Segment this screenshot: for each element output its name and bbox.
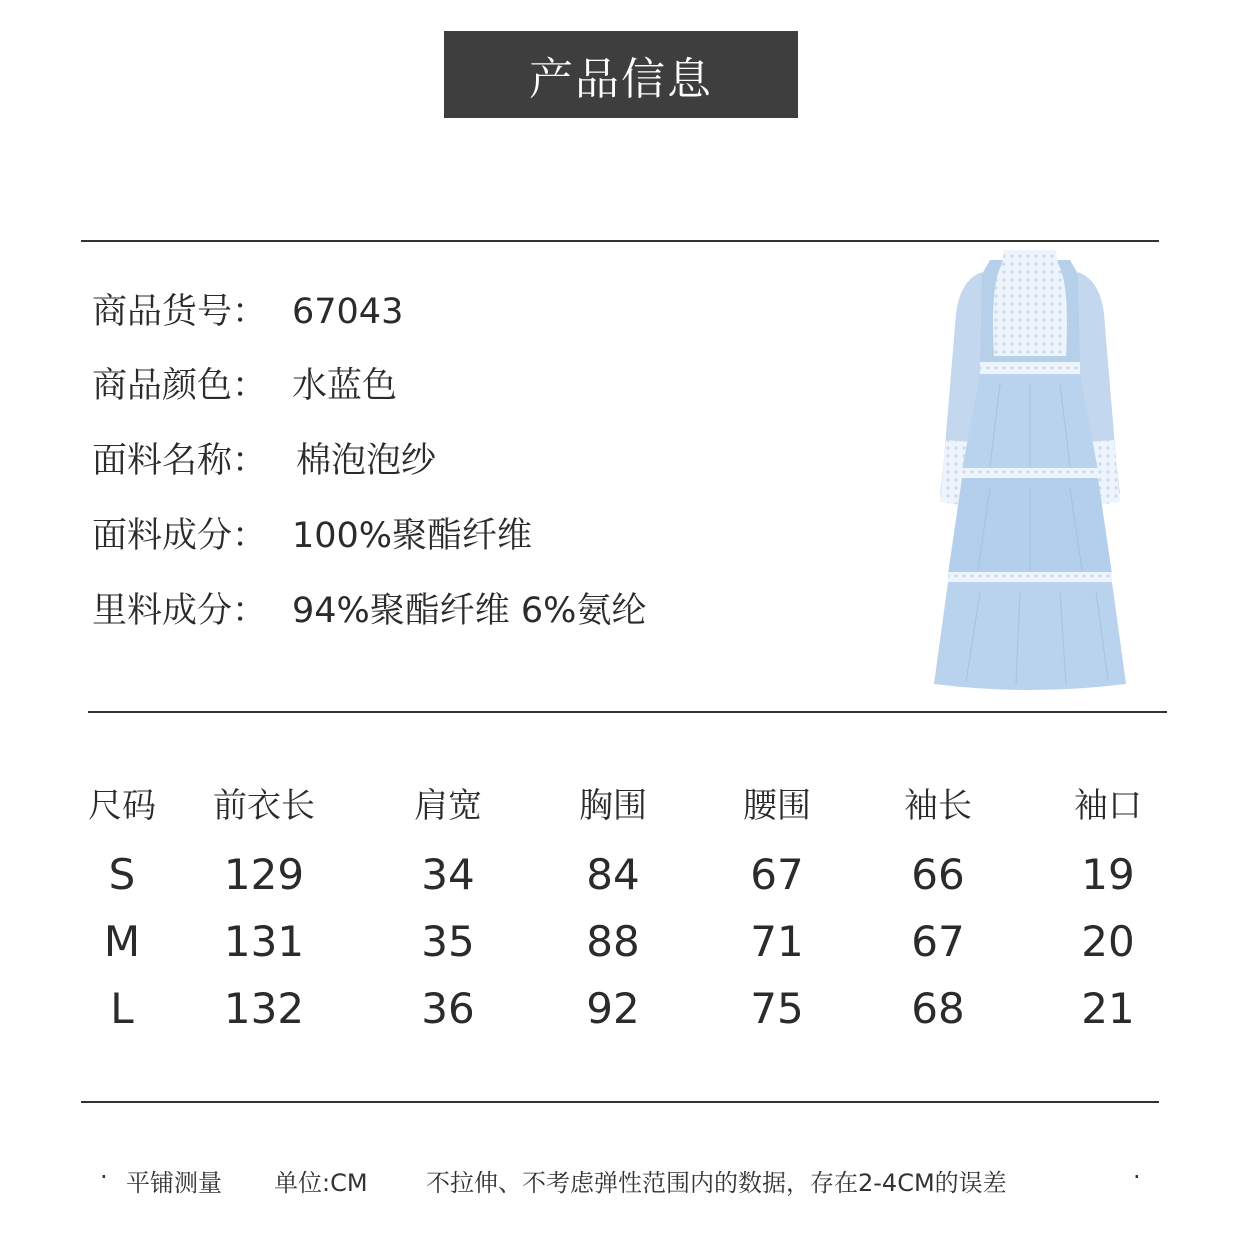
size-table-cell: 84 xyxy=(586,850,640,899)
measurement-note xyxy=(0,1163,1242,1203)
size-table-header: 胸围 xyxy=(579,786,647,826)
info-value-sku: 67043 xyxy=(292,292,404,332)
divider-middle xyxy=(88,711,1167,713)
size-table-cell: 19 xyxy=(1081,850,1135,899)
size-table-cell: 66 xyxy=(911,850,965,899)
size-table-cell: 132 xyxy=(223,984,305,1033)
size-table-cell: 88 xyxy=(586,917,640,966)
info-label-fabric-name: 面料名称： xyxy=(92,441,268,481)
size-table-cell: L xyxy=(110,984,134,1033)
size-table-cell: 67 xyxy=(750,850,804,899)
size-table xyxy=(0,760,1242,1050)
size-table-header: 腰围 xyxy=(743,786,811,826)
divider-top xyxy=(81,240,1159,242)
size-table-cell: 36 xyxy=(421,984,475,1033)
size-table-cell: 129 xyxy=(223,850,305,899)
size-table-cell: 21 xyxy=(1081,984,1135,1033)
size-table-cell: 71 xyxy=(750,917,804,966)
info-value-color: 水蓝色 xyxy=(292,366,398,406)
size-table-header: 肩宽 xyxy=(414,786,482,826)
size-table-cell: M xyxy=(103,917,141,966)
size-table-cell: S xyxy=(108,850,136,899)
measurement-method: 平铺测量 xyxy=(126,1169,222,1197)
info-value-fabric-composition: 100%聚酯纤维 xyxy=(292,516,533,556)
info-row-fabric-name xyxy=(92,441,437,481)
bullet-left: · xyxy=(100,1163,108,1191)
info-row-sku xyxy=(92,292,404,332)
info-row-color xyxy=(92,366,398,406)
size-table-cell: 67 xyxy=(911,917,965,966)
info-row-fabric-composition xyxy=(92,516,533,556)
dress-photo-icon xyxy=(920,244,1140,704)
size-table-cell: 34 xyxy=(421,850,475,899)
info-row-lining-composition xyxy=(92,591,647,631)
bullet-right: · xyxy=(1133,1163,1141,1191)
info-label-fabric-composition: 面料成分： xyxy=(92,516,268,556)
page-title: 产品信息 xyxy=(529,53,713,105)
divider-bottom xyxy=(81,1101,1159,1103)
size-table-cell: 92 xyxy=(586,984,640,1033)
size-table-header: 袖长 xyxy=(904,786,972,826)
info-label-color: 商品颜色： xyxy=(92,366,268,406)
size-table-cell: 35 xyxy=(421,917,475,966)
size-table-cell: 20 xyxy=(1081,917,1135,966)
info-value-lining-composition: 94%聚酯纤维 6%氨纶 xyxy=(292,591,647,631)
size-table-cell: 68 xyxy=(911,984,965,1033)
info-value-fabric-name: 棉泡泡纱 xyxy=(296,441,437,481)
info-label-lining-composition: 里料成分： xyxy=(92,591,268,631)
measurement-tolerance: 不拉伸、不考虑弹性范围内的数据，存在2-4CM的误差 xyxy=(426,1169,1007,1197)
page-title-banner xyxy=(444,31,798,118)
size-table-cell: 75 xyxy=(750,984,804,1033)
size-table-cell: 131 xyxy=(223,917,305,966)
size-table-header: 尺码 xyxy=(88,786,156,826)
size-table-header: 前衣长 xyxy=(213,786,315,826)
size-table-header: 袖口 xyxy=(1074,786,1142,826)
info-label-sku: 商品货号： xyxy=(92,292,268,332)
measurement-unit: 单位:CM xyxy=(274,1169,368,1197)
